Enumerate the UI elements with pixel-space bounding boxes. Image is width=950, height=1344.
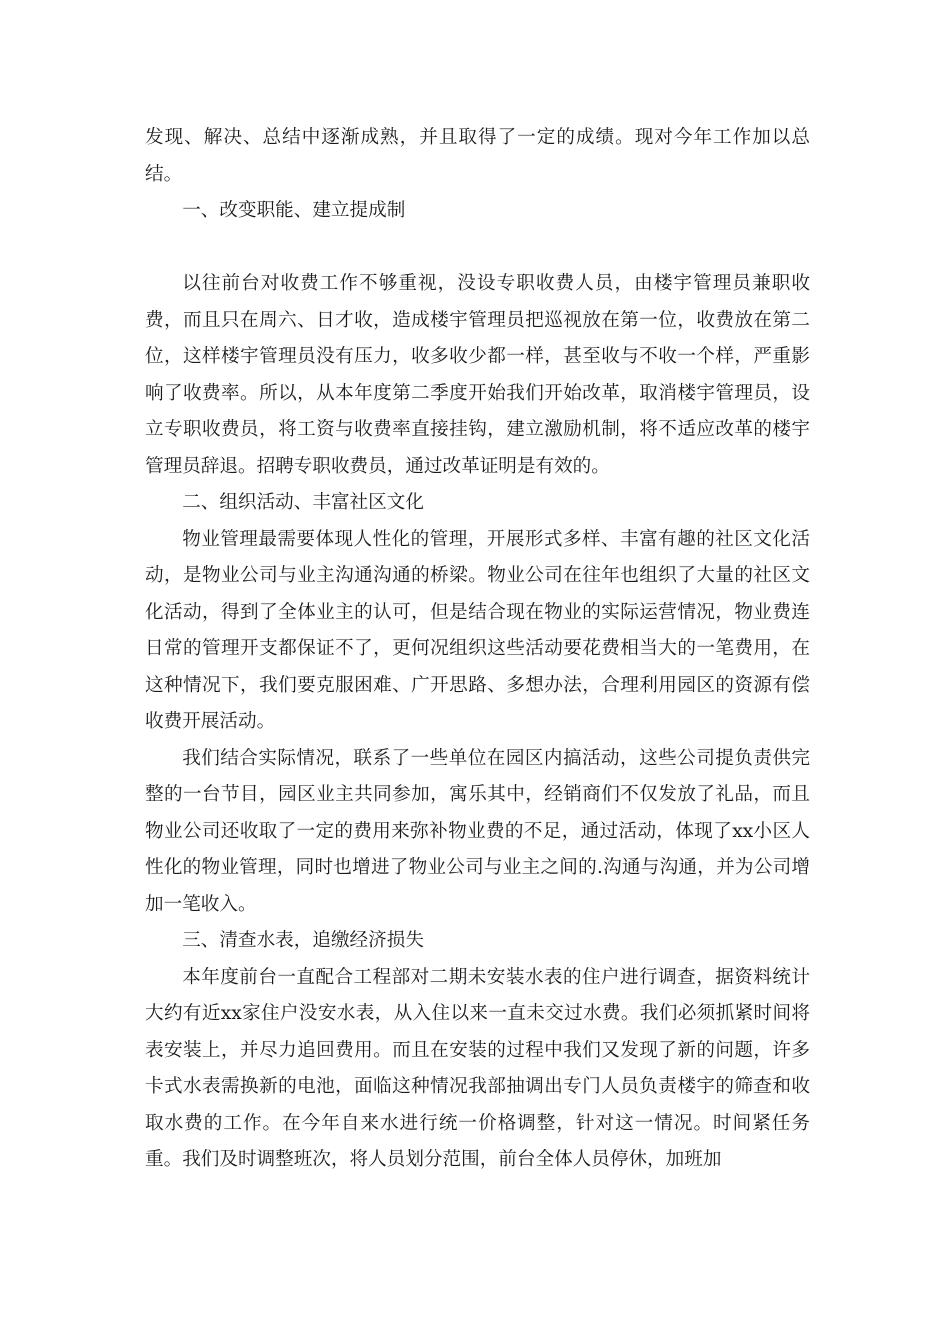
paragraph-community-culture: 物业管理最需要体现人性化的管理，开展形式多样、丰富有趣的社区文化活动，是物业公司与业主沟通沟通的桥梁。物业公司在往年也组织了大量的社区文化活动，得到了全体业主的认可，但是结合现在物业的实际运营情况，物业费连日常的管理开支都保证不了，更何况组织这些活动要花费相当大的一笔费用，在这种情况下，我们要克服困难、广开思路、多想办法，合理利用园区的资源有偿收费开展活动。	[145, 528, 810, 732]
document-body	[145, 120, 810, 1179]
blank-line	[145, 230, 810, 267]
paragraph-intro: 发现、解决、总结中逐渐成熟，并且取得了一定的成绩。现对今年工作加以总结。	[145, 127, 810, 185]
paragraph-water-meters: 本年度前台一直配合工程部对二期未安装水表的住户进行调查，据资料统计大约有近xx家住户没安水表，从入住以来一直未交过水费。我们必须抓紧时间将表安装上，并尽力追回费用。而且在安装的过程中我们又发现了新的问题，许多卡式水表需换新的电池，面临这种情况我部抽调出专门人员负责楼宇的筛查和收取水费的工作。在今年自来水进行统一价格调整，针对这一情况。时间紧任务重。我们及时调整班次，将人员划分范围，前台全体人员停休，加班加	[145, 966, 810, 1170]
section-heading-1: 一、改变职能、建立提成制	[182, 200, 406, 221]
section-heading-2: 二、组织活动、丰富社区文化	[182, 492, 424, 513]
paragraph-activities: 我们结合实际情况，联系了一些单位在园区内搞活动，这些公司提负责供完整的一台节目，园区业主共同参加，寓乐其中，经销商们不仅发放了礼品，而且物业公司还收取了一定的费用来弥补物业费的不足，通过活动，体现了xx小区人性化的物业管理，同时也增进了物业公司与业主之间的.沟通与沟通，并为公司增加一笔收入。	[145, 747, 810, 915]
paragraph-fee-reform: 以往前台对收费工作不够重视，没设专职收费人员，由楼宇管理员兼职收费，而且只在周六、日才收，造成楼宇管理员把巡视放在第一位，收费放在第二位，这样楼宇管理员没有压力，收多收少都一样，甚至收与不收一个样，严重影响了收费率。所以，从本年度第二季度开始我们开始改革，取消楼宇管理员，设立专职收费员，将工资与收费率直接挂钩，建立激励机制，将不适应改革的楼宇管理员辞退。招聘专职收费员，通过改革证明是有效的。	[145, 273, 810, 477]
section-heading-3: 三、清查水表，追缴经济损失	[182, 930, 424, 951]
